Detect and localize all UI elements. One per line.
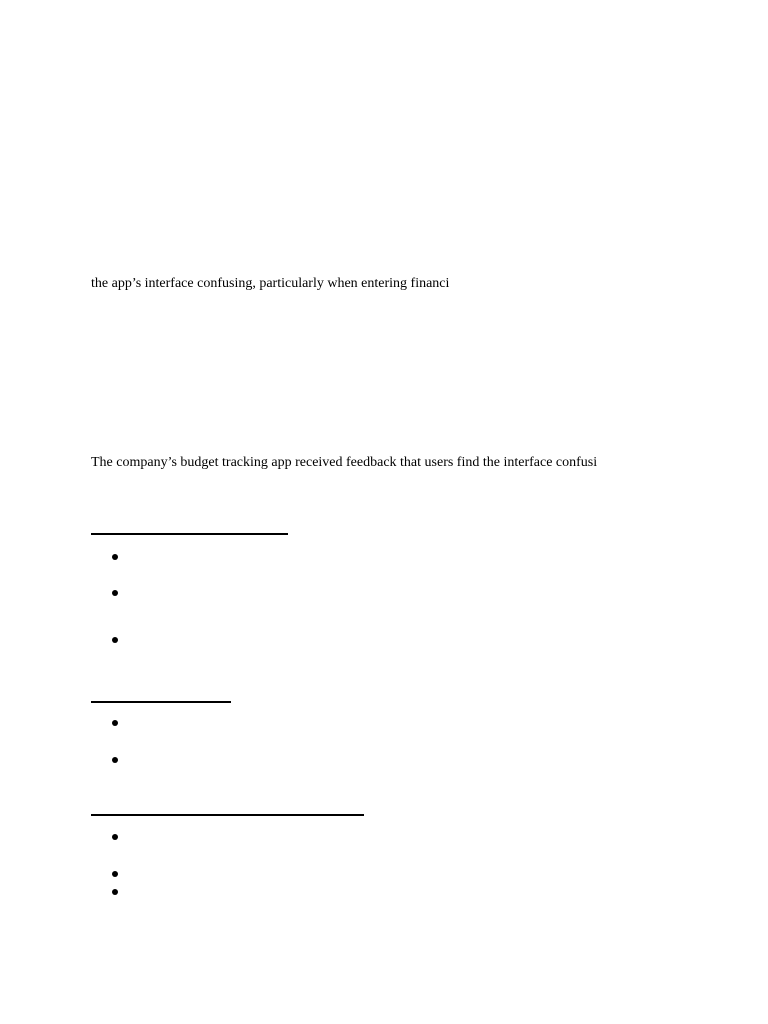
section-2-bullet [112,720,118,726]
intro-paragraph: The company’s budget tracking app received feedback that users find the interface confusi [91,455,598,470]
section-1-bullet [112,554,118,560]
section-3-heading-underline [91,814,364,816]
section-3-bullet [112,889,118,895]
section-2-bullet [112,757,118,763]
section-1-bullet [112,590,118,596]
fragment-paragraph: the app’s interface confusing, particularly when entering financi [91,276,450,291]
section-1-heading-underline [91,533,288,535]
section-3-bullet [112,834,118,840]
section-3-bullet [112,871,118,877]
section-2-heading-underline [91,701,231,703]
section-1-bullet [112,637,118,643]
